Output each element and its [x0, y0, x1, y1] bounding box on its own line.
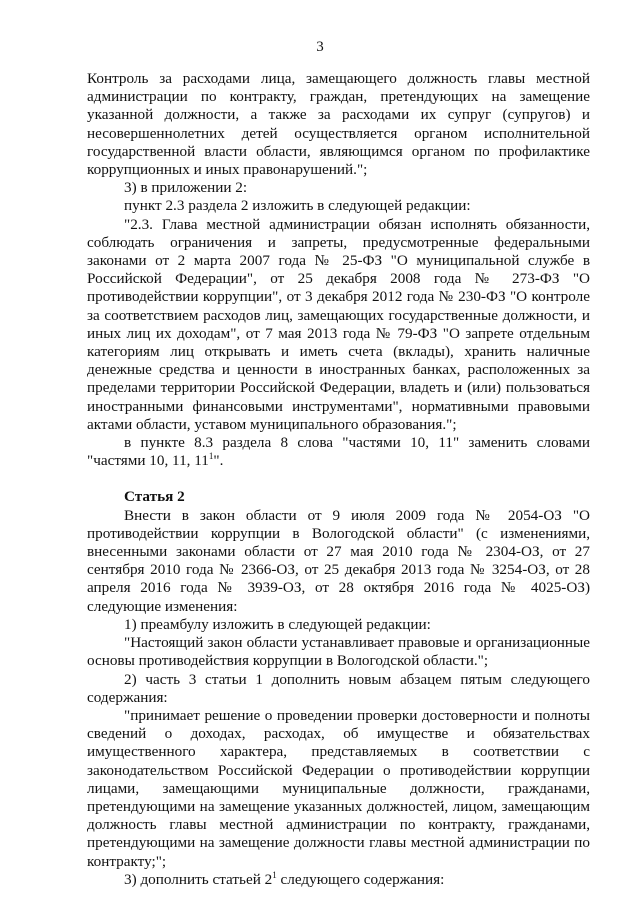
paragraph-add-article-text: 3) дополнить статьей 2	[124, 870, 273, 888]
paragraph-add-article-end: следующего содержания:	[276, 870, 445, 888]
document-body	[87, 70, 590, 889]
paragraph-control-expenses: Контроль за расходами лица, замещающего должность главы местной администрации по контракту, граждан, претендующих на замещение указанной должности, а также за расходами их супруг (супругов) и несовершеннолетних детей осуществляется органом исполнительной государственной власти области, являющимся органом по профилактике коррупционных и иных правонарушений.";	[87, 70, 590, 179]
superscript: 1	[208, 451, 214, 462]
paragraph-item-8-3-end: ".	[213, 452, 224, 470]
paragraph-amend-law: Внести в закон области от 9 июля 2009 года № 2054-ОЗ "О противодействии коррупции в Вологодской области" (с изменениями, внесенными законами области от 27 мая 2010 года № 2304-ОЗ, от 27 сентября 2010 года № 2366-ОЗ, от 25 декабря 2013 года № 3254-ОЗ, от 28 апреля 2016 года № 3939-ОЗ, от 28 октября 2016 года № 4025-ОЗ) следующие изменения:	[87, 506, 590, 615]
paragraph-add-article	[87, 871, 590, 889]
article-heading: Статья 2	[124, 488, 185, 506]
page-number: 3	[316, 39, 324, 55]
paragraph-item-8-3-text: в пункте 8.3 раздела 8 слова "частями 10, 11" заменить словами "частями 10, 11, 11	[87, 434, 590, 470]
paragraph-part-3: 2) часть 3 статьи 1 дополнить новым абзацем пятым следующего содержания:	[87, 670, 590, 706]
paragraph-item-8-3	[87, 434, 590, 470]
paragraph-preamble-text: "Настоящий закон области устанавливает правовые и организационные основы противодействия коррупции в Вологодской области.";	[87, 634, 590, 670]
paragraph-preamble: 1) преамбулу изложить в следующей редакции:	[124, 615, 431, 633]
paragraph-item-2-3: пункт 2.3 раздела 2 изложить в следующей редакции:	[124, 197, 471, 215]
superscript: 1	[272, 869, 277, 880]
paragraph-appendix-2: 3) в приложении 2:	[124, 179, 248, 197]
paragraph-decision: "принимает решение о проведении проверки достоверности и полноты сведений о доходах, расходах, об имуществе и обязательствах имущественного характера, представляемых в соответствии с законодательством Российской Федерации о противодействии коррупции лицами, замещающими муниципальные должности, гражданами, претендующими на замещение указанных должностей, лицом, замещающим должность главы местной администрации по контракту, гражданами, претендующими на замещение должности главы местной администрации по контракту;";	[87, 706, 590, 870]
paragraph-head-obligations: "2.3. Глава местной администрации обязан исполнять обязанности, соблюдать ограничения и запреты, предусмотренные федеральными законами от 2 марта 2007 года № 25-ФЗ "О муниципальной службе в Российской Федерации", от 25 декабря 2008 года № 273-ФЗ "О противодействии коррупции", от 3 декабря 2012 года № 230-ФЗ "О контроле за соответствием расходов лиц, замещающих государственные должности, и иных лиц их доходам", от 7 мая 2013 года № 79-ФЗ "О запрете отдельным категориям лиц открывать и иметь счета (вклады), хранить наличные денежные средства и ценности в иностранных банках, расположенных за пределами территории Российской Федерации, владеть и (или) пользоваться иностранными финансовыми инструментами", нормативными правовыми актами области, уставом муниципального образования.";	[87, 215, 590, 433]
